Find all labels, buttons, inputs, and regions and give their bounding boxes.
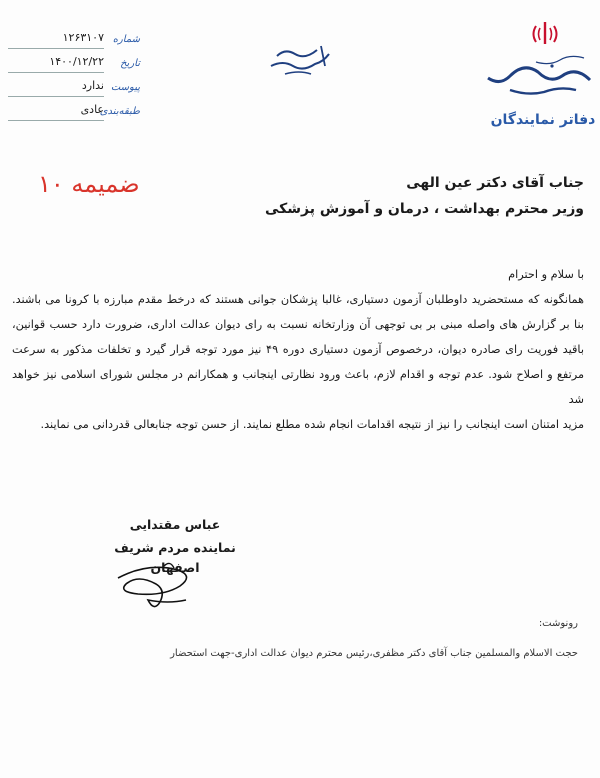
signer-name: عباس مقتدایی bbox=[129, 517, 221, 532]
recipient-block bbox=[164, 170, 584, 222]
cc-label: رونوشت: bbox=[538, 618, 578, 629]
recipient-title: وزیر محترم بهداشت ، درمان و آموزش پزشکی bbox=[264, 201, 584, 217]
attachment-value: ندارد bbox=[8, 76, 104, 97]
meta-attachment bbox=[8, 76, 148, 100]
iran-emblem-icon bbox=[528, 20, 562, 46]
letter-meta bbox=[8, 28, 148, 124]
cc-recipient: حجت الاسلام والمسلمین جناب آقای دکتر مظفری،رئیس محترم دیوان عدالت اداری-جهت استحضار bbox=[170, 648, 578, 659]
body-paragraph-1: همانگونه که مستحضرید داوطلبان آزمون دستیاری، غالبا پزشکان جوانی هستند که درخط مقدم مبارزه با کرونا می باشند. بنا بر گزارش های واصله مبنی بر بی توجهی آن وزارتخانه نسبت به رای دیوان عدالت اداری، ضرورت دارد حسب قوانین، باقید فوریت رای صادره دیوان، درخصوص آزمون دستیاری دوره ۴۹ نیز مورد توجه قرار گیرد و تخلفات مذکور به سرعت مرتفع و اصلاح شود. عدم توجه و اقدام لازم، باعث ورود نظارتی اینجانب و همکارانم در مجلس شورای اسلامی نیز خواهد شد bbox=[12, 293, 584, 406]
classification-value: عادی bbox=[8, 100, 104, 121]
number-label: شماره bbox=[112, 34, 140, 45]
classification-label: طبقه‌بندی bbox=[99, 106, 140, 117]
meta-classification bbox=[8, 100, 148, 124]
date-value: ۱۴۰۰/۱۲/۲۲ bbox=[8, 52, 104, 73]
number-value: ۱۲۶۳۱۰۷ bbox=[8, 28, 104, 49]
recipient-name: جناب آقای دکتر عین الهی bbox=[406, 175, 584, 191]
annex-label: ضمیمه ۱۰ bbox=[38, 170, 140, 198]
meta-date bbox=[8, 52, 148, 76]
attachment-label: پیوست bbox=[110, 82, 140, 93]
parliament-emblem bbox=[495, 20, 595, 46]
parliament-name-logo bbox=[480, 50, 595, 96]
signer-title: نماینده مردم شریف اصفهان bbox=[114, 540, 236, 575]
signature-scrawl bbox=[108, 560, 198, 616]
office-name: دفاتر نمایندگان bbox=[490, 112, 596, 128]
greeting: با سلام و احترام bbox=[508, 268, 584, 281]
meta-number bbox=[8, 28, 148, 52]
letter-body bbox=[12, 262, 584, 437]
body-paragraph-2: مزید امتنان است اینجانب را نیز از نتیجه اقدامات انجام شده مطلع نمایند. از حسن توجه جنابعالی قدردانی می نمایند. bbox=[40, 418, 584, 431]
date-label: تاریخ bbox=[120, 58, 140, 69]
motto-calligraphy bbox=[265, 36, 335, 80]
